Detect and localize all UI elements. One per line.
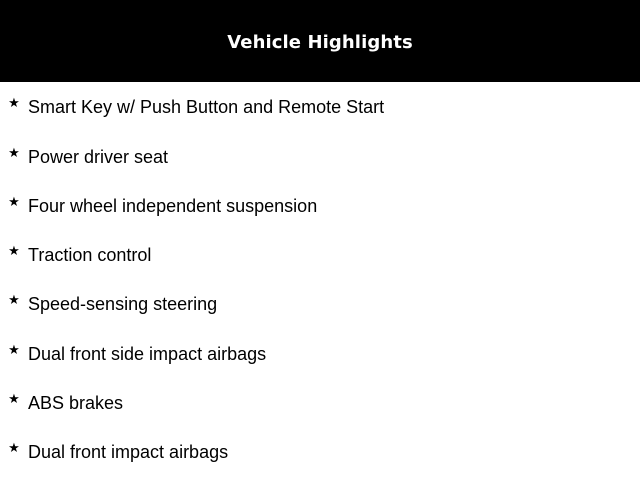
highlight-label: Traction control xyxy=(28,245,152,265)
header-bar xyxy=(0,0,640,82)
star-icon: ★ xyxy=(8,441,20,456)
page-title: Vehicle Highlights xyxy=(227,31,413,53)
star-icon: ★ xyxy=(8,244,20,259)
star-icon: ★ xyxy=(8,392,20,407)
highlight-label: Four wheel independent suspension xyxy=(28,196,318,216)
highlight-label: Power driver seat xyxy=(28,147,169,167)
highlight-label: Dual front side impact airbags xyxy=(28,344,267,364)
highlight-label: Speed-sensing steering xyxy=(28,294,218,314)
highlight-label: Smart Key w/ Push Button and Remote Start xyxy=(28,97,385,117)
highlight-label: ABS brakes xyxy=(28,393,124,413)
star-icon: ★ xyxy=(8,96,20,111)
star-icon: ★ xyxy=(8,293,20,308)
star-icon: ★ xyxy=(8,146,20,161)
star-icon: ★ xyxy=(8,343,20,358)
star-icon: ★ xyxy=(8,195,20,210)
highlight-label: Dual front impact airbags xyxy=(28,442,229,462)
